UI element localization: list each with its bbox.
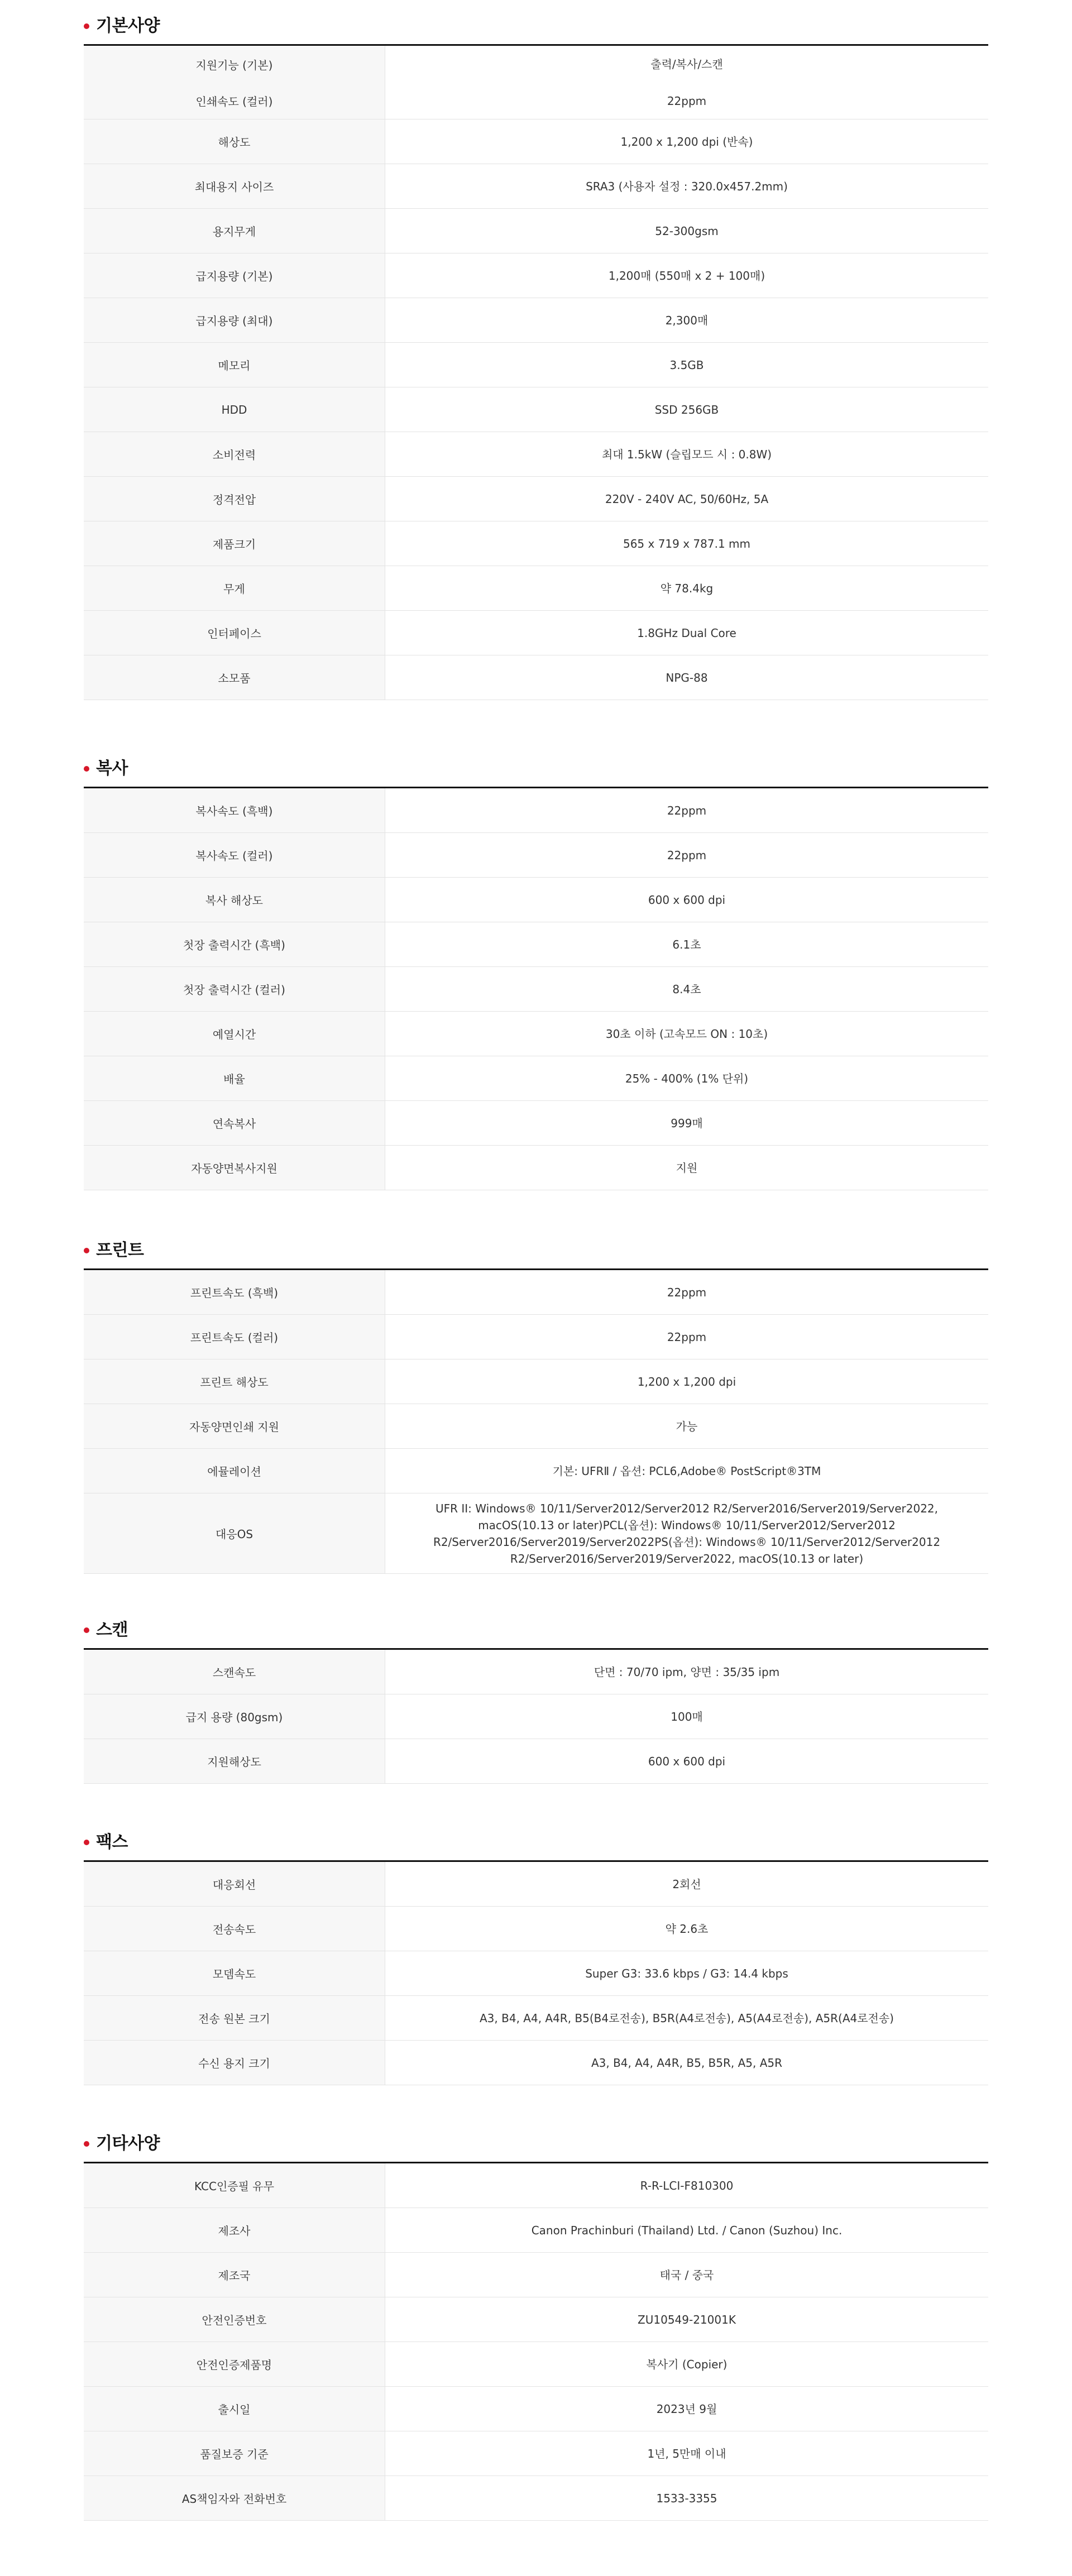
spec-table [84,788,988,1190]
table-row [84,1951,988,1996]
section-title: 기타사양 [96,2134,160,2153]
section-header [84,743,988,788]
spec-value: 기본: UFRⅡ / 옵션: PCL6,Adobe® PostScript®3TM [552,1464,821,1478]
bullet-dot-icon [84,766,89,772]
section-copy [84,743,988,1190]
spec-value: 52-300gsm [655,224,719,238]
table-row [84,1012,988,1056]
spec-label: 자동양면인쇄 지원 [84,1404,385,1448]
spec-label: 복사속도 (흑백) [84,788,385,832]
table-row [84,1315,988,1359]
spec-value: Canon Prachinburi (Thailand) Ltd. / Canon (Suzhou) Inc. [531,2223,843,2237]
spec-value: 3.5GB [669,358,704,372]
table-row [84,1493,988,1574]
spec-table [84,2163,988,2521]
spec-table [84,1862,988,2085]
table-row [84,209,988,253]
spec-label: 지원기능 (기본) [84,46,385,83]
section-header [84,2118,988,2163]
section-other-specs [84,2118,988,2521]
table-row [84,521,988,566]
bullet-dot-icon [84,1840,89,1845]
spec-label: HDD [84,387,385,432]
spec-value: 6.1초 [672,937,701,951]
spec-value: 2023년 9월 [656,2402,717,2416]
spec-value: 600 x 600 dpi [648,1754,726,1768]
table-row [84,1862,988,1907]
spec-value: 22ppm [667,848,707,862]
spec-label: 첫장 출력시간 (컬러) [84,967,385,1011]
section-title: 복사 [96,759,128,778]
spec-label: 메모리 [84,343,385,387]
section-print [84,1224,988,1574]
spec-value: 최대 1.5kW (슬립모드 시 : 0.8W) [601,447,772,461]
spec-value: 22ppm [667,1330,707,1344]
spec-value: 1,200 x 1,200 dpi [637,1375,736,1388]
table-row [84,2476,988,2521]
spec-value: UFR II: Windows® 10/11/Server2012/Server2012 R2/Server2016/Server2019/Server2022, macOS(10.13 or later)PCL(옵션): Windows® 10/11/Server2012/Server2012 R2/Server2016/Server2019/Server2022PS(옵션): Windows® 10/11/Server2012/Server2012 R2/Server2016/Server2019/Server2022, macOS(10.13 or later) [433,1501,941,1565]
spec-value: 지원 [676,1161,698,1175]
table-row [84,164,988,209]
spec-label: AS책임자와 전화번호 [84,2476,385,2520]
spec-value: 22ppm [667,803,707,817]
spec-label: KCC인증필 유무 [84,2163,385,2208]
table-row [84,2163,988,2208]
section-title: 프린트 [96,1241,144,1260]
table-row [84,922,988,967]
spec-value: 복사기 (Copier) [646,2357,728,2371]
table-row [84,2253,988,2297]
spec-value: 22ppm [667,1285,707,1299]
table-row [84,46,988,83]
table-row [84,1101,988,1146]
spec-label: 스캔속도 [84,1650,385,1694]
spec-label: 최대용지 사이즈 [84,164,385,208]
table-row [84,1359,988,1404]
bullet-dot-icon [84,1627,89,1633]
spec-value: 30초 이하 (고속모드 ON : 10초) [605,1027,768,1041]
table-row [84,1739,988,1784]
spec-label: 제조국 [84,2253,385,2297]
section-title: 기본사양 [96,16,160,36]
spec-label: 프린트속도 (흑백) [84,1270,385,1314]
spec-value: 100매 [671,1710,703,1723]
table-row [84,2041,988,2085]
table-row [84,1907,988,1951]
spec-label: 전송속도 [84,1907,385,1951]
spec-label: 무게 [84,566,385,610]
table-row [84,1449,988,1493]
spec-label: 수신 용지 크기 [84,2041,385,2085]
section-fax [84,1816,988,2085]
table-row [84,2431,988,2476]
spec-label: 대응OS [84,1493,385,1573]
spec-value: SRA3 (사용자 설정 : 320.0x457.2mm) [586,179,788,193]
spec-label: 품질보증 기준 [84,2431,385,2476]
spec-label: 모뎀속도 [84,1951,385,1995]
table-row [84,477,988,521]
spec-value: 25% - 400% (1% 단위) [625,1071,749,1085]
spec-table [84,1650,988,1784]
spec-label: 급지 용량 (80gsm) [84,1694,385,1739]
spec-label: 배율 [84,1056,385,1100]
spec-label: 소비전력 [84,432,385,476]
spec-label: 소모품 [84,655,385,700]
spec-label: 해상도 [84,119,385,164]
spec-table [84,1270,988,1574]
spec-value: 1년, 5만매 이내 [647,2446,726,2460]
section-basic-specs [84,0,988,700]
bullet-dot-icon [84,2141,89,2147]
table-row [84,2297,988,2342]
table-row [84,1694,988,1739]
table-row [84,1270,988,1315]
spec-value: R-R-LCI-F810300 [640,2178,734,2192]
table-row [84,253,988,298]
bullet-dot-icon [84,23,89,29]
spec-value: 1,200매 (550매 x 2 + 100매) [608,269,765,283]
spec-value: 태국 / 중국 [659,2268,714,2282]
table-row [84,611,988,655]
table-row [84,298,988,343]
table-row [84,566,988,611]
spec-value: 600 x 600 dpi [648,893,726,907]
spec-label: 대응회선 [84,1862,385,1906]
table-row [84,878,988,922]
spec-value: SSD 256GB [654,403,719,416]
spec-label: 제조사 [84,2208,385,2252]
table-row [84,432,988,477]
spec-label: 예열시간 [84,1012,385,1056]
spec-value: A3, B4, A4, A4R, B5, B5R, A5, A5R [591,2056,783,2070]
bullet-dot-icon [84,1248,89,1253]
spec-value: 단면 : 70/70 ipm, 양면 : 35/35 ipm [594,1665,780,1679]
spec-label: 인터페이스 [84,611,385,655]
table-row [84,343,988,387]
table-row [84,2342,988,2387]
table-row [84,83,988,119]
spec-value: NPG-88 [666,671,708,684]
table-row [84,1650,988,1694]
table-row [84,1056,988,1101]
spec-value: 8.4초 [672,982,701,996]
table-row [84,119,988,164]
spec-value: ZU10549-21001K [638,2312,736,2326]
spec-value: 220V - 240V AC, 50/60Hz, 5A [605,492,769,506]
spec-label: 정격전압 [84,477,385,521]
spec-label: 안전인증번호 [84,2297,385,2342]
spec-value: 565 x 719 x 787.1 mm [623,537,751,550]
spec-value: 1533-3355 [656,2491,717,2505]
table-row [84,967,988,1012]
spec-label: 급지용량 (최대) [84,298,385,342]
table-row [84,788,988,833]
table-row [84,655,988,700]
section-header [84,1604,988,1650]
spec-value: 1.8GHz Dual Core [637,626,736,640]
table-row [84,1404,988,1449]
section-header [84,1816,988,1862]
spec-label: 복사 해상도 [84,878,385,922]
spec-value: 출력/복사/스캔 [650,58,723,71]
spec-label: 프린트속도 (컬러) [84,1315,385,1359]
spec-label: 지원해상도 [84,1739,385,1783]
table-row [84,833,988,878]
section-header [84,0,988,46]
spec-value: 약 2.6초 [665,1922,709,1936]
spec-label: 급지용량 (기본) [84,253,385,298]
spec-label: 복사속도 (컬러) [84,833,385,877]
spec-value: A3, B4, A4, A4R, B5(B4로전송), B5R(A4로전송), A5(A4로전송), A5R(A4로전송) [480,2011,894,2025]
table-row [84,1996,988,2041]
spec-value: Super G3: 33.6 kbps / G3: 14.4 kbps [585,1966,788,1980]
table-row [84,1146,988,1190]
spec-label: 전송 원본 크기 [84,1996,385,2040]
spec-value: 약 78.4kg [660,581,714,595]
section-title: 스캔 [96,1620,128,1640]
spec-label: 안전인증제품명 [84,2342,385,2386]
section-title: 팩스 [96,1832,128,1852]
spec-value: 가능 [676,1419,698,1433]
spec-label: 에뮬레이션 [84,1449,385,1493]
spec-label: 자동양면복사지원 [84,1146,385,1190]
spec-value: 1,200 x 1,200 dpi (반속) [620,135,753,149]
table-row [84,2387,988,2431]
spec-label: 연속복사 [84,1101,385,1145]
spec-value: 2회선 [672,1877,701,1891]
spec-label: 프린트 해상도 [84,1359,385,1404]
spec-label: 인쇄속도 (컬러) [84,83,385,119]
spec-value: 22ppm [667,94,707,108]
table-row [84,2208,988,2253]
spec-value: 2,300매 [665,313,709,327]
spec-label: 용지무게 [84,209,385,253]
spec-table [84,46,988,700]
table-row [84,387,988,432]
spec-label: 출시일 [84,2387,385,2431]
section-header [84,1224,988,1270]
section-scan [84,1604,988,1784]
spec-label: 첫장 출력시간 (흑백) [84,922,385,966]
spec-value: 999매 [671,1116,703,1130]
spec-label: 제품크기 [84,521,385,566]
